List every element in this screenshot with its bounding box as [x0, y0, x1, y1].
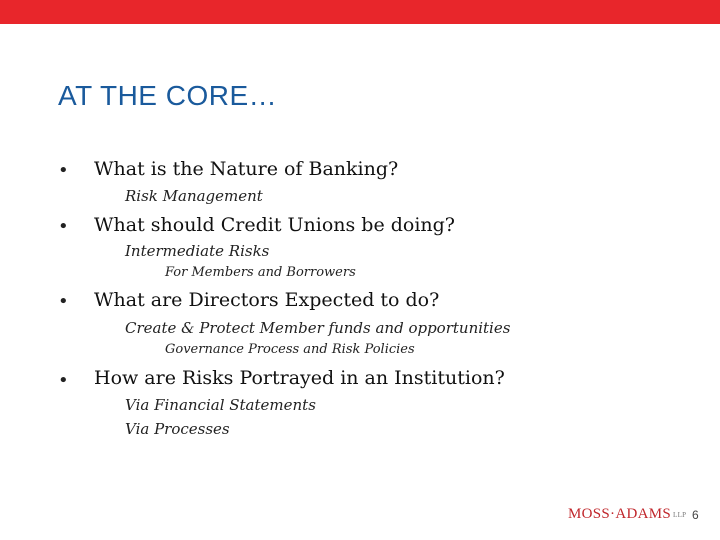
- question-2: What should Credit Unions be doing?: [94, 214, 455, 236]
- answer-2-detail: For Members and Borrowers: [165, 265, 356, 280]
- top-accent-bar: [0, 0, 720, 24]
- bullet-2: •: [58, 216, 69, 237]
- answer-3-detail: Governance Process and Risk Policies: [165, 342, 415, 357]
- moss-adams-logo: [568, 506, 686, 523]
- answer-3: Create & Protect Member funds and opportunities: [125, 319, 511, 337]
- question-3: What are Directors Expected to do?: [94, 289, 440, 311]
- logo-suffix: LLP: [673, 511, 687, 519]
- question-4: How are Risks Portrayed in an Institution?: [94, 367, 505, 389]
- question-1: What is the Nature of Banking?: [94, 158, 399, 180]
- answer-1: Risk Management: [125, 187, 263, 205]
- bullet-3: •: [58, 291, 69, 312]
- bullet-4: •: [58, 370, 69, 391]
- logo-text: MOSS·ADAMS: [568, 506, 672, 522]
- answer-4b: Via Processes: [125, 420, 230, 438]
- page-number: 6: [692, 508, 699, 522]
- slide-title: AT THE CORE…: [58, 80, 278, 111]
- answer-2: Intermediate Risks: [125, 242, 270, 260]
- bullet-1: •: [58, 160, 69, 181]
- answer-4a: Via Financial Statements: [125, 396, 316, 414]
